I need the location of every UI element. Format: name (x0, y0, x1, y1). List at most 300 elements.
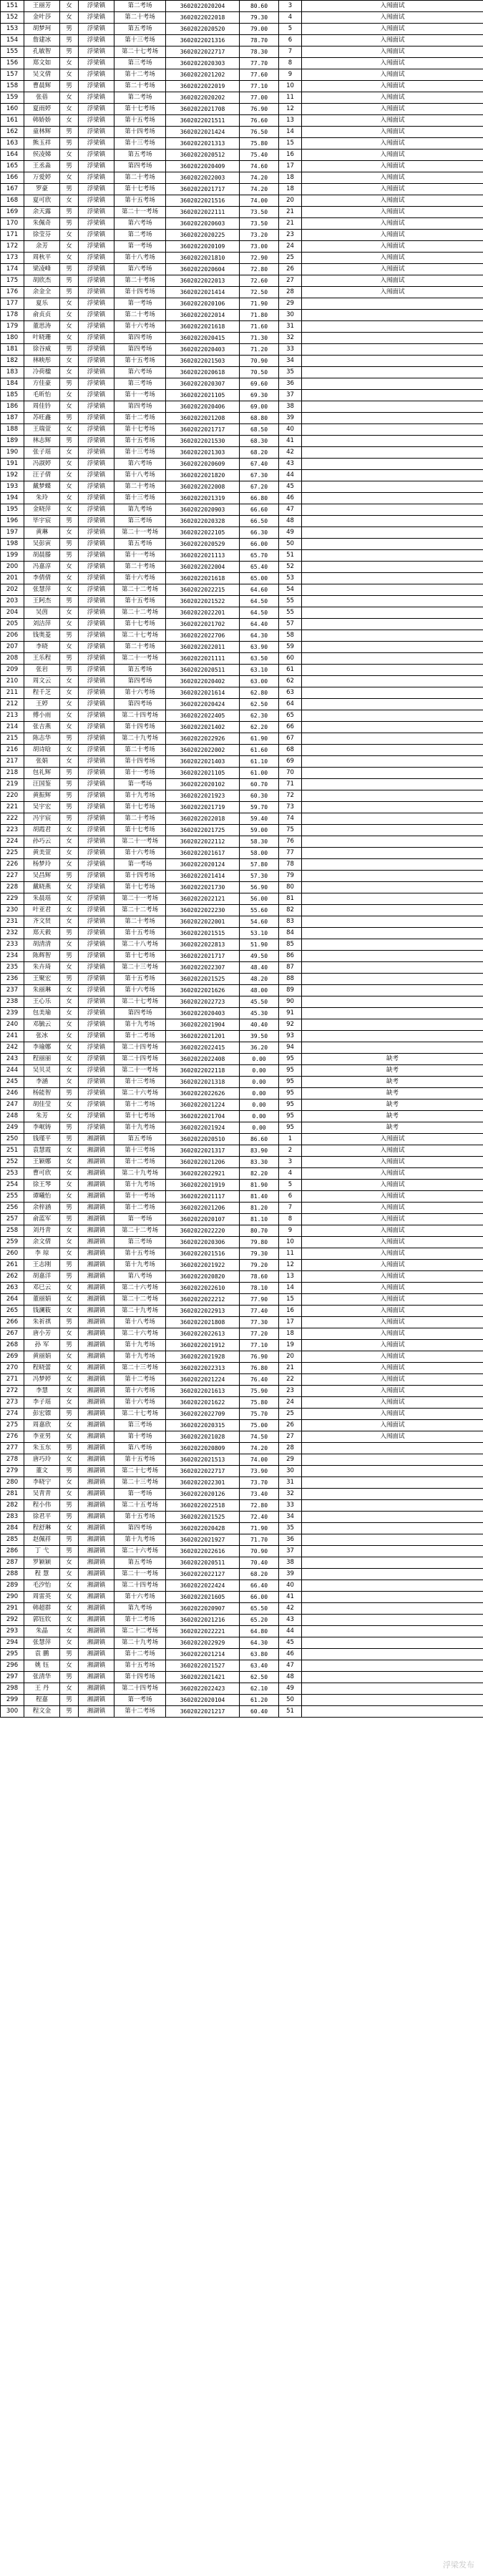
rank-cell: 12 (279, 104, 302, 115)
township-cell: 浮梁镇 (79, 184, 114, 195)
written-score-cell: 78.70 (240, 35, 279, 46)
remark-cell (302, 470, 483, 481)
township-cell: 浮梁镇 (79, 58, 114, 69)
rank-cell: 8 (279, 58, 302, 69)
exam-room-cell: 第十二考场 (114, 1203, 166, 1214)
row-number-cell: 226 (1, 859, 24, 871)
row-number-cell: 297 (1, 1672, 24, 1683)
written-score-cell: 86.60 (240, 1134, 279, 1145)
exam-room-cell: 第十九考场 (114, 1180, 166, 1191)
admission-ticket-number-cell: 3602022022112 (166, 836, 240, 848)
remark-cell (302, 1019, 483, 1031)
township-cell: 浮梁镇 (79, 607, 114, 619)
rank-cell: 7 (279, 46, 302, 58)
gender-cell: 女 (60, 241, 79, 253)
exam-room-cell: 第十八考场 (114, 470, 166, 481)
row-number-cell: 285 (1, 1534, 24, 1546)
rank-cell: 7 (279, 1203, 302, 1214)
rank-cell: 33 (279, 1500, 302, 1512)
candidate-name-cell: 毛昕怡 (24, 390, 60, 401)
written-score-cell: 66.00 (240, 1592, 279, 1603)
township-cell: 浮梁镇 (79, 127, 114, 138)
gender-cell: 女 (60, 1592, 79, 1603)
gender-cell: 男 (60, 516, 79, 527)
admission-ticket-number-cell: 3602022022301 (166, 1477, 240, 1489)
table-row (1, 1397, 483, 1409)
admission-ticket-number-cell: 3602022021111 (166, 653, 240, 665)
remark-cell: 入闱面试 (302, 207, 483, 218)
township-cell: 浮梁镇 (79, 573, 114, 584)
rank-cell: 25 (279, 1409, 302, 1420)
written-score-cell: 64.80 (240, 1626, 279, 1637)
exam-room-cell: 第一考场 (114, 1214, 166, 1225)
row-number-cell: 291 (1, 1603, 24, 1615)
candidate-name-cell: 张清华 (24, 1672, 60, 1683)
township-cell: 湘湖镇 (79, 1672, 114, 1683)
admission-ticket-number-cell: 3602022022004 (166, 562, 240, 573)
township-cell: 湘湖镇 (79, 1603, 114, 1615)
admission-ticket-number-cell: 3602022020618 (166, 367, 240, 378)
admission-ticket-number-cell: 3602022021605 (166, 1592, 240, 1603)
admission-ticket-number-cell: 3602022020609 (166, 459, 240, 470)
written-score-cell: 66.80 (240, 493, 279, 504)
candidate-name-cell: 董思涛 (24, 321, 60, 333)
candidate-name-cell: 詹建冰 (24, 35, 60, 46)
admission-ticket-number-cell: 3602022020907 (166, 1603, 240, 1615)
exam-room-cell: 第十五考场 (114, 596, 166, 607)
remark-cell: 入闱面试 (302, 1340, 483, 1351)
gender-cell: 男 (60, 378, 79, 390)
row-number-cell: 163 (1, 138, 24, 150)
gender-cell: 女 (60, 356, 79, 367)
township-cell: 湘湖镇 (79, 1649, 114, 1660)
gender-cell: 男 (60, 1340, 79, 1351)
written-score-cell: 56.00 (240, 893, 279, 905)
rank-cell: 8 (279, 1214, 302, 1225)
row-number-cell: 241 (1, 1031, 24, 1042)
table-row (1, 573, 483, 584)
table-row (1, 779, 483, 790)
remark-cell (302, 996, 483, 1008)
row-number-cell: 171 (1, 230, 24, 241)
township-cell: 湘湖镇 (79, 1683, 114, 1695)
candidate-name-cell: 曹可欣 (24, 1168, 60, 1180)
candidate-name-cell: 唐巧玲 (24, 1454, 60, 1466)
row-number-cell: 205 (1, 619, 24, 630)
gender-cell: 女 (60, 1660, 79, 1672)
table-row (1, 138, 483, 150)
remark-cell (302, 951, 483, 962)
table-row (1, 321, 483, 333)
row-number-cell: 261 (1, 1260, 24, 1271)
gender-cell: 女 (60, 230, 79, 241)
row-number-cell: 155 (1, 46, 24, 58)
exam-room-cell: 第十二考场 (114, 1615, 166, 1626)
table-row (1, 1454, 483, 1466)
table-row (1, 905, 483, 916)
exam-room-cell: 第十三考场 (114, 493, 166, 504)
candidate-name-cell: 朱晨瑶 (24, 893, 60, 905)
table-row (1, 1157, 483, 1168)
candidate-name-cell: 程千芝 (24, 687, 60, 699)
row-number-cell: 282 (1, 1500, 24, 1512)
written-score-cell: 0.00 (240, 1111, 279, 1122)
remark-cell (302, 813, 483, 825)
gender-cell: 男 (60, 1649, 79, 1660)
gender-cell: 女 (60, 298, 79, 310)
candidate-name-cell: 程小伟 (24, 1500, 60, 1512)
gender-cell: 女 (60, 104, 79, 115)
gender-cell: 男 (60, 138, 79, 150)
rank-cell: 2 (279, 1145, 302, 1157)
admission-ticket-number-cell: 3602022020403 (166, 344, 240, 356)
candidate-name-cell: 吴茵 (24, 607, 60, 619)
admission-ticket-number-cell: 3602022022415 (166, 1042, 240, 1054)
candidate-name-cell: 程文金 (24, 1706, 60, 1718)
admission-ticket-number-cell: 3602022022616 (166, 1546, 240, 1557)
written-score-cell: 75.80 (240, 138, 279, 150)
remark-cell: 入闱面试 (302, 35, 483, 46)
exam-room-cell: 第二十九考场 (114, 733, 166, 745)
row-number-cell: 186 (1, 401, 24, 413)
exam-room-cell: 第四考场 (114, 344, 166, 356)
gender-cell: 女 (60, 424, 79, 436)
row-number-cell: 189 (1, 436, 24, 447)
gender-cell: 女 (60, 1306, 79, 1317)
remark-cell: 入闱面试 (302, 24, 483, 35)
rank-cell: 66 (279, 722, 302, 733)
rank-cell: 87 (279, 962, 302, 974)
township-cell: 浮梁镇 (79, 951, 114, 962)
row-number-cell: 288 (1, 1569, 24, 1580)
table-row (1, 1466, 483, 1477)
table-row (1, 81, 483, 92)
written-score-cell: 40.40 (240, 1019, 279, 1031)
admission-ticket-number-cell: 3602022022212 (166, 1294, 240, 1306)
gender-cell: 男 (60, 1122, 79, 1134)
rank-cell: 63 (279, 687, 302, 699)
township-cell: 湘湖镇 (79, 1145, 114, 1157)
exam-room-cell: 第二十考场 (114, 916, 166, 928)
written-score-cell: 63.90 (240, 642, 279, 653)
gender-cell: 女 (60, 1523, 79, 1534)
admission-ticket-number-cell: 3602022022424 (166, 1580, 240, 1592)
gender-cell: 男 (60, 127, 79, 138)
row-number-cell: 216 (1, 745, 24, 756)
gender-cell: 女 (60, 493, 79, 504)
gender-cell: 男 (60, 35, 79, 46)
admission-ticket-number-cell: 3602022021927 (166, 1534, 240, 1546)
exam-room-cell: 第一考场 (114, 241, 166, 253)
row-number-cell: 269 (1, 1351, 24, 1363)
row-number-cell: 191 (1, 459, 24, 470)
written-score-cell: 64.50 (240, 607, 279, 619)
remark-cell (302, 1706, 483, 1718)
admission-ticket-number-cell: 3602022022926 (166, 733, 240, 745)
candidate-name-cell: 夏可欣 (24, 195, 60, 207)
admission-ticket-number-cell: 3602022021424 (166, 127, 240, 138)
written-score-cell: 78.10 (240, 1283, 279, 1294)
written-score-cell: 73.90 (240, 1466, 279, 1477)
remark-cell (302, 356, 483, 367)
admission-ticket-number-cell: 3602022020604 (166, 264, 240, 275)
remark-cell (302, 1500, 483, 1512)
admission-ticket-number-cell: 3602022021530 (166, 436, 240, 447)
exam-room-cell: 第十四考场 (114, 756, 166, 768)
gender-cell: 男 (60, 1695, 79, 1706)
township-cell: 浮梁镇 (79, 390, 114, 401)
gender-cell: 女 (60, 1683, 79, 1695)
row-number-cell: 196 (1, 516, 24, 527)
admission-ticket-number-cell: 3602022021206 (166, 1203, 240, 1214)
candidate-name-cell: 曹晨辉 (24, 81, 60, 92)
township-cell: 浮梁镇 (79, 35, 114, 46)
written-score-cell: 79.80 (240, 1237, 279, 1248)
written-score-cell: 66.30 (240, 527, 279, 539)
rank-cell: 45 (279, 481, 302, 493)
table-row (1, 401, 483, 413)
exam-room-cell: 第四考场 (114, 699, 166, 710)
rank-cell: 88 (279, 974, 302, 985)
remark-cell: 入闱面试 (302, 69, 483, 81)
row-number-cell: 255 (1, 1191, 24, 1203)
remark-cell: 入闱面试 (302, 1260, 483, 1271)
remark-cell (302, 916, 483, 928)
gender-cell: 男 (60, 1214, 79, 1225)
admission-ticket-number-cell: 3602022020303 (166, 58, 240, 69)
admission-ticket-number-cell: 3602022021717 (166, 951, 240, 962)
admission-ticket-number-cell: 3602022020403 (166, 1008, 240, 1019)
admission-ticket-number-cell: 3602022021318 (166, 1077, 240, 1088)
rank-cell: 30 (279, 310, 302, 321)
row-number-cell: 274 (1, 1409, 24, 1420)
admission-ticket-number-cell: 3602022021313 (166, 138, 240, 150)
table-row (1, 481, 483, 493)
rank-cell: 39 (279, 413, 302, 424)
row-number-cell: 169 (1, 207, 24, 218)
rank-cell: 34 (279, 1512, 302, 1523)
remark-cell (302, 1466, 483, 1477)
written-score-cell: 78.60 (240, 1271, 279, 1283)
rank-cell: 82 (279, 905, 302, 916)
admission-ticket-number-cell: 3602022021617 (166, 848, 240, 859)
gender-cell: 女 (60, 1431, 79, 1443)
admission-ticket-number-cell: 3602022021522 (166, 596, 240, 607)
table-row (1, 298, 483, 310)
exam-room-cell: 第十九考场 (114, 1340, 166, 1351)
exam-room-cell: 第二十七考场 (114, 996, 166, 1008)
candidate-name-cell: 夏乐 (24, 298, 60, 310)
exam-room-cell: 第二十二考场 (114, 607, 166, 619)
row-number-cell: 225 (1, 848, 24, 859)
rank-cell: 93 (279, 1031, 302, 1042)
table-row (1, 344, 483, 356)
exam-room-cell: 第二考场 (114, 92, 166, 104)
candidate-name-cell: 孙巧云 (24, 836, 60, 848)
township-cell: 湘湖镇 (79, 1500, 114, 1512)
rank-cell: 9 (279, 69, 302, 81)
township-cell: 浮梁镇 (79, 459, 114, 470)
exam-room-cell: 第十九考场 (114, 1351, 166, 1363)
row-number-cell: 222 (1, 813, 24, 825)
row-number-cell: 231 (1, 916, 24, 928)
candidate-name-cell: 董文 (24, 1466, 60, 1477)
written-score-cell: 66.40 (240, 1580, 279, 1592)
table-row (1, 493, 483, 504)
remark-cell: 缺考 (302, 1065, 483, 1077)
row-number-cell: 166 (1, 172, 24, 184)
rank-cell: 30 (279, 1466, 302, 1477)
candidate-name-cell: 汪子倩 (24, 470, 60, 481)
gender-cell: 女 (60, 1157, 79, 1168)
township-cell: 浮梁镇 (79, 287, 114, 298)
rank-cell: 11 (279, 92, 302, 104)
table-row (1, 1546, 483, 1557)
exam-room-cell: 第二十考场 (114, 172, 166, 184)
exam-room-cell: 第二十考场 (114, 275, 166, 287)
candidate-name-cell: 王心乐 (24, 996, 60, 1008)
gender-cell: 女 (60, 1077, 79, 1088)
candidate-name-cell: 吴贝灵 (24, 1065, 60, 1077)
table-row (1, 1214, 483, 1225)
written-score-cell: 45.30 (240, 1008, 279, 1019)
row-number-cell: 187 (1, 413, 24, 424)
remark-cell (302, 436, 483, 447)
remark-cell (302, 390, 483, 401)
gender-cell: 女 (60, 1008, 79, 1019)
rank-cell: 18 (279, 172, 302, 184)
admission-ticket-number-cell: 3602022021317 (166, 1145, 240, 1157)
admission-ticket-number-cell: 3602022021923 (166, 790, 240, 802)
remark-cell (302, 562, 483, 573)
written-score-cell: 59.00 (240, 825, 279, 836)
admission-ticket-number-cell: 3602022021316 (166, 35, 240, 46)
admission-ticket-number-cell: 3602022020204 (166, 1, 240, 12)
row-number-cell: 151 (1, 1, 24, 12)
rank-cell: 79 (279, 871, 302, 882)
table-row (1, 676, 483, 687)
admission-ticket-number-cell: 3602022020107 (166, 1214, 240, 1225)
written-score-cell: 0.00 (240, 1100, 279, 1111)
township-cell: 浮梁镇 (79, 939, 114, 951)
gender-cell: 女 (60, 69, 79, 81)
gender-cell: 女 (60, 1248, 79, 1260)
candidate-name-cell: 黄琳 (24, 527, 60, 539)
candidate-name-cell: 邓毓云 (24, 1019, 60, 1031)
admission-ticket-number-cell: 3602022022221 (166, 1626, 240, 1637)
row-number-cell: 252 (1, 1157, 24, 1168)
township-cell: 浮梁镇 (79, 871, 114, 882)
written-score-cell: 0.00 (240, 1077, 279, 1088)
table-row (1, 1660, 483, 1672)
candidate-name-cell: 吴彭寅 (24, 539, 60, 550)
row-number-cell: 170 (1, 218, 24, 230)
gender-cell: 女 (60, 1294, 79, 1306)
table-row (1, 1248, 483, 1260)
table-row (1, 195, 483, 207)
rank-cell: 50 (279, 1695, 302, 1706)
table-row (1, 1523, 483, 1534)
row-number-cell: 154 (1, 35, 24, 46)
exam-room-cell: 第四考场 (114, 676, 166, 687)
rank-cell: 23 (279, 230, 302, 241)
admission-ticket-number-cell: 3602022021403 (166, 756, 240, 768)
remark-cell: 缺考 (302, 1122, 483, 1134)
rank-cell: 53 (279, 573, 302, 584)
remark-cell (302, 344, 483, 356)
township-cell: 浮梁镇 (79, 722, 114, 733)
candidate-name-cell: 丁 弋 (24, 1546, 60, 1557)
table-row (1, 722, 483, 733)
row-number-cell: 157 (1, 69, 24, 81)
rank-cell: 19 (279, 1340, 302, 1351)
township-cell: 湘湖镇 (79, 1637, 114, 1649)
admission-ticket-number-cell: 3602022022111 (166, 207, 240, 218)
gender-cell: 男 (60, 596, 79, 607)
gender-cell: 男 (60, 1260, 79, 1271)
rank-cell: 95 (279, 1111, 302, 1122)
candidate-name-cell: 胡佳莹 (24, 1100, 60, 1111)
township-cell: 浮梁镇 (79, 859, 114, 871)
row-number-cell: 249 (1, 1122, 24, 1134)
written-score-cell: 60.70 (240, 779, 279, 790)
admission-ticket-number-cell: 3602022021503 (166, 356, 240, 367)
written-score-cell: 0.00 (240, 1122, 279, 1134)
table-row (1, 813, 483, 825)
row-number-cell: 207 (1, 642, 24, 653)
written-score-cell: 60.30 (240, 790, 279, 802)
township-cell: 浮梁镇 (79, 813, 114, 825)
score-table-body (1, 1, 483, 1718)
table-row (1, 951, 483, 962)
remark-cell: 入闱面试 (302, 92, 483, 104)
row-number-cell: 300 (1, 1706, 24, 1718)
rank-cell: 73 (279, 802, 302, 813)
remark-cell (302, 733, 483, 745)
remark-cell (302, 768, 483, 779)
candidate-name-cell: 李倩倩 (24, 573, 60, 584)
candidate-name-cell: 王瑞萱 (24, 424, 60, 436)
exam-room-cell: 第二十二考场 (114, 905, 166, 916)
candidate-name-cell: 孙 军 (24, 1340, 60, 1351)
exam-room-cell: 第十九考场 (114, 1534, 166, 1546)
gender-cell: 女 (60, 150, 79, 161)
gender-cell: 男 (60, 287, 79, 298)
gender-cell: 男 (60, 1271, 79, 1283)
table-row (1, 264, 483, 275)
gender-cell: 女 (60, 92, 79, 104)
township-cell: 浮梁镇 (79, 596, 114, 607)
exam-room-cell: 第四考场 (114, 1008, 166, 1019)
admission-ticket-number-cell: 3602022021515 (166, 928, 240, 939)
candidate-name-cell: 胡梦珂 (24, 24, 60, 35)
candidate-name-cell: 金叶莎 (24, 12, 60, 24)
admission-ticket-number-cell: 3602022020102 (166, 779, 240, 790)
remark-cell (302, 722, 483, 733)
table-row (1, 1649, 483, 1660)
admission-ticket-number-cell: 3602022021511 (166, 115, 240, 127)
gender-cell: 女 (60, 1180, 79, 1191)
exam-room-cell: 第四考场 (114, 333, 166, 344)
candidate-name-cell: 张慧萍 (24, 1637, 60, 1649)
rank-cell: 17 (279, 161, 302, 172)
table-row (1, 436, 483, 447)
rank-cell: 65 (279, 710, 302, 722)
gender-cell: 女 (60, 367, 79, 378)
township-cell: 浮梁镇 (79, 550, 114, 562)
admission-ticket-number-cell: 3602022020809 (166, 1443, 240, 1454)
written-score-cell: 54.60 (240, 916, 279, 928)
